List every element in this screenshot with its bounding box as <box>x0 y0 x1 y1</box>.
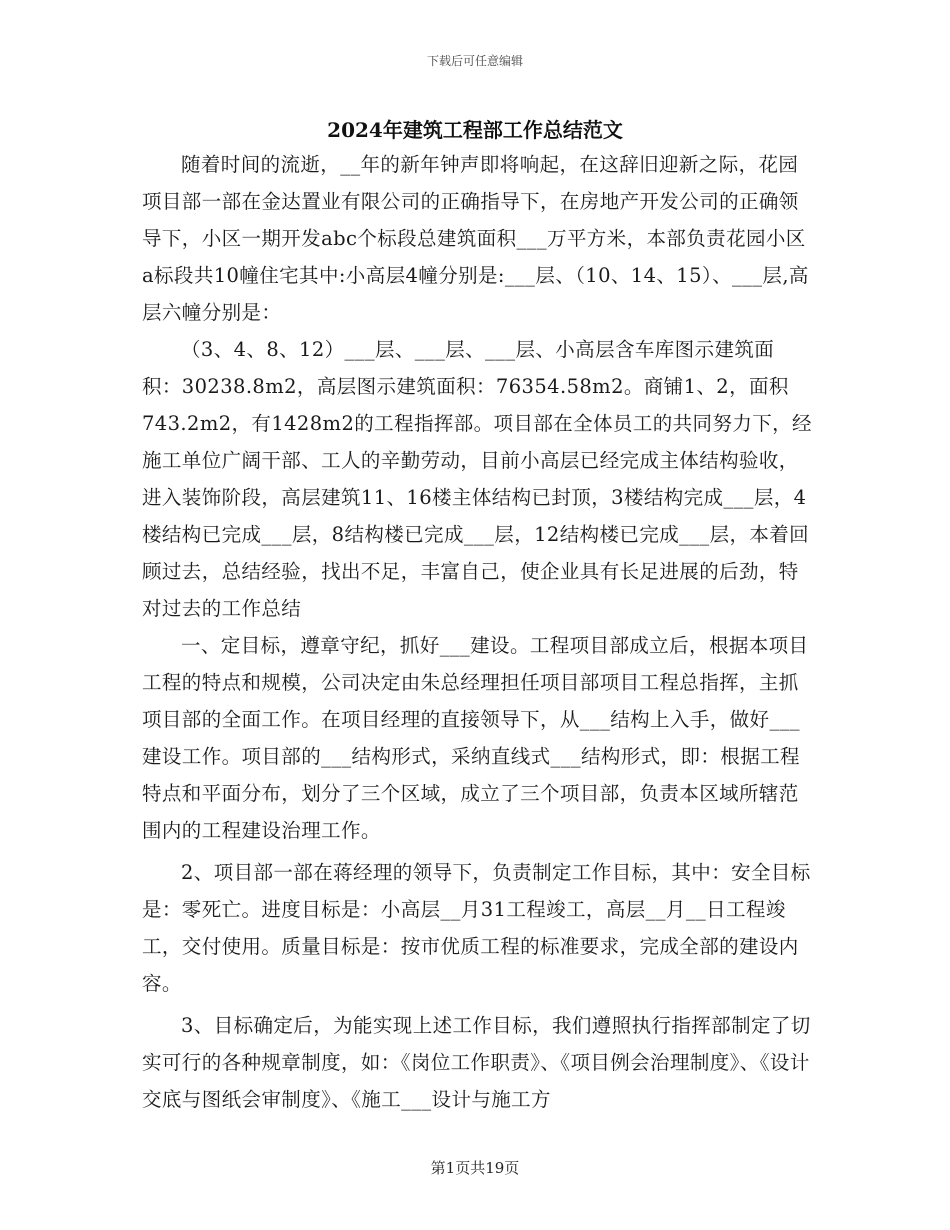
page-number: 第1页共19页 <box>430 1159 520 1177</box>
paragraph-intro: 随着时间的流逝，__年的新年钟声即将响起，在这辞旧迎新之际，花园项目部一部在金达置业有限公司的正确指导下，在房地产开发公司的正确领导下，小区一期开发abc个标段总建筑面积___万平方米，本部负责花园小区a标段共10幢住宅其中:小高层4幢分别是:___层、（10、14、15）、___层,高层六幢分别是： <box>142 153 809 324</box>
page-header-note: 下载后可任意编辑 <box>426 54 523 68</box>
paragraph-area: （3、4、8、12）___层、___层、___层、小高层含车库图示建筑面积：30238.8m2，高层图示建筑面积：76354.58m2。商铺1、2，面积743.2m2，有1428m2的工程指挥部。项目部在全体员工的共同努力下，经施工单位广阔干部、工人的辛勤劳动，目前小高层已经完成主体结构验收，进入装饰阶段，高层建筑11、16楼主体结构已封顶，3楼结构完成___层，4楼结构已完成___层，8结构楼已完成___层，12结构楼已完成___层，本着回顾过去，总结经验，找出不足，丰富自己，使企业具有长足进展的后劲，特对过去的工作总结 <box>142 338 812 620</box>
paragraph-regulations: 3、目标确定后，为能实现上述工作目标，我们遵照执行指挥部制定了切实可行的各种规章制度，如：《岗位工作职责》、《项目例会治理制度》、《设计交底与图纸会审制度》、《施工___设计与施工方 <box>142 1014 811 1111</box>
paragraph-goal-setting: 一、定目标，遵章守纪，抓好___建设。工程项目部成立后，根据本项目工程的特点和规模，公司决定由朱总经理担任项目部项目工程总指挥，主抓项目部的全面工作。在项目经理的直接领导下，从___结构上入手，做好___建设工作。项目部的___结构形式，采纳直线式___结构形式，即：根据工程特点和平面分布，划分了三个区域，成立了三个项目部，负责本区域所辖范围内的工程建设治理工作。 <box>142 634 809 842</box>
document-title: 2024年建筑工程部工作总结范文 <box>327 118 623 142</box>
document-body <box>142 146 812 1118</box>
paragraph-targets: 2、项目部一部在蒋经理的领导下，负责制定工作目标，其中：安全目标是：零死亡。进度目标是：小高层__月31工程竣工，高层__月__日工程竣工，交付使用。质量目标是：按市优质工程的标准要求，完成全部的建设内容。 <box>142 861 811 995</box>
